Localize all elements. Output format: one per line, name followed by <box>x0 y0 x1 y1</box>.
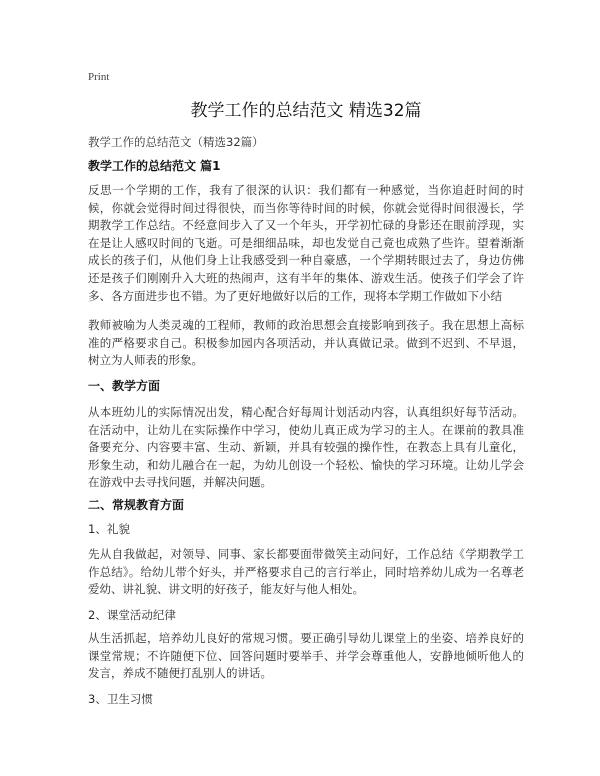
paragraph-teaching: 从本班幼儿的实际情况出发，精心配合好每周计划活动内容，认真组织好每节活动。在活动中，让幼儿在实际操作中学习，使幼儿真正成为学习的主人。在课前的教具准备要充分、内容要丰富、生动、新颖，并具有较强的操作性，在教态上具有儿童化，形象生动，和幼儿融合在一起，为幼儿创设一个轻松、愉快的学习环境。让幼儿学会在游戏中去寻找问题，并解决问题。 <box>88 405 524 490</box>
document-subtitle: 教学工作的总结范文（精选32篇） <box>88 135 264 149</box>
subheading-classroom-discipline: 2、课堂活动纪律 <box>88 608 176 622</box>
paragraph-manners: 先从自我做起，对领导、同事、家长都要面带微笑主动问好，工作总结《学期教学工作总结》。给幼儿带个好头，并严格要求自己的言行举止，同时培养幼儿成为一名尊老爱幼、讲礼貌、讲文明的好孩子，能友好与他人相处。 <box>88 547 524 597</box>
heading-routine-education: 二、常规教育方面 <box>88 498 185 512</box>
subheading-manners: 1、礼貌 <box>88 522 130 536</box>
section-title: 教学工作的总结范文 篇1 <box>88 159 221 173</box>
page-title: 教学工作的总结范文 精选32篇 <box>190 101 422 121</box>
print-label: Print <box>88 71 110 83</box>
heading-teaching: 一、教学方面 <box>88 379 161 393</box>
subheading-hygiene: 3、卫生习惯 <box>88 692 153 706</box>
paragraph-teacher-role: 教师被喻为人类灵魂的工程师，教师的政治思想会直接影响到孩子。我在思想上高标准的严格要求自己。积极参加园内各项活动，并认真做记录。做到不迟到、不早退，树立为人师表的形象。 <box>88 318 524 368</box>
paragraph-classroom-discipline: 从生活抓起，培养幼儿良好的常规习惯。要正确引导幼儿课堂上的坐姿、培养良好的课堂常规；不许随便下位、回答问题时要举手、并学会尊重他人，安静地倾听他人的发言，养成不随便打乱别人的讲话。 <box>88 631 524 681</box>
paragraph-reflection: 反思一个学期的工作，我有了很深的认识：我们都有一种感觉，当你追赶时间的时候，你就会觉得时间过得很快，而当你等待时间的时候，你就会觉得时间很漫长，学期教学工作总结。不经意间步入了又一个年头，开学初忙碌的身影还在眼前浮现，实在是让人感叹时间的飞逝。可是细细品味，却也发觉自己竟也成熟了些许。望着渐渐成长的孩子们，从他们身上让我感受到一种自豪感，一个学期转眼过去了，身边仿佛还是孩子们刚刚升入大班的热闹声，这有半年的集体、游戏生活。使孩子们学会了许多、各方面进步也不错。为了更好地做好以后的工作，现将本学期工作做如下小结 <box>88 183 524 303</box>
